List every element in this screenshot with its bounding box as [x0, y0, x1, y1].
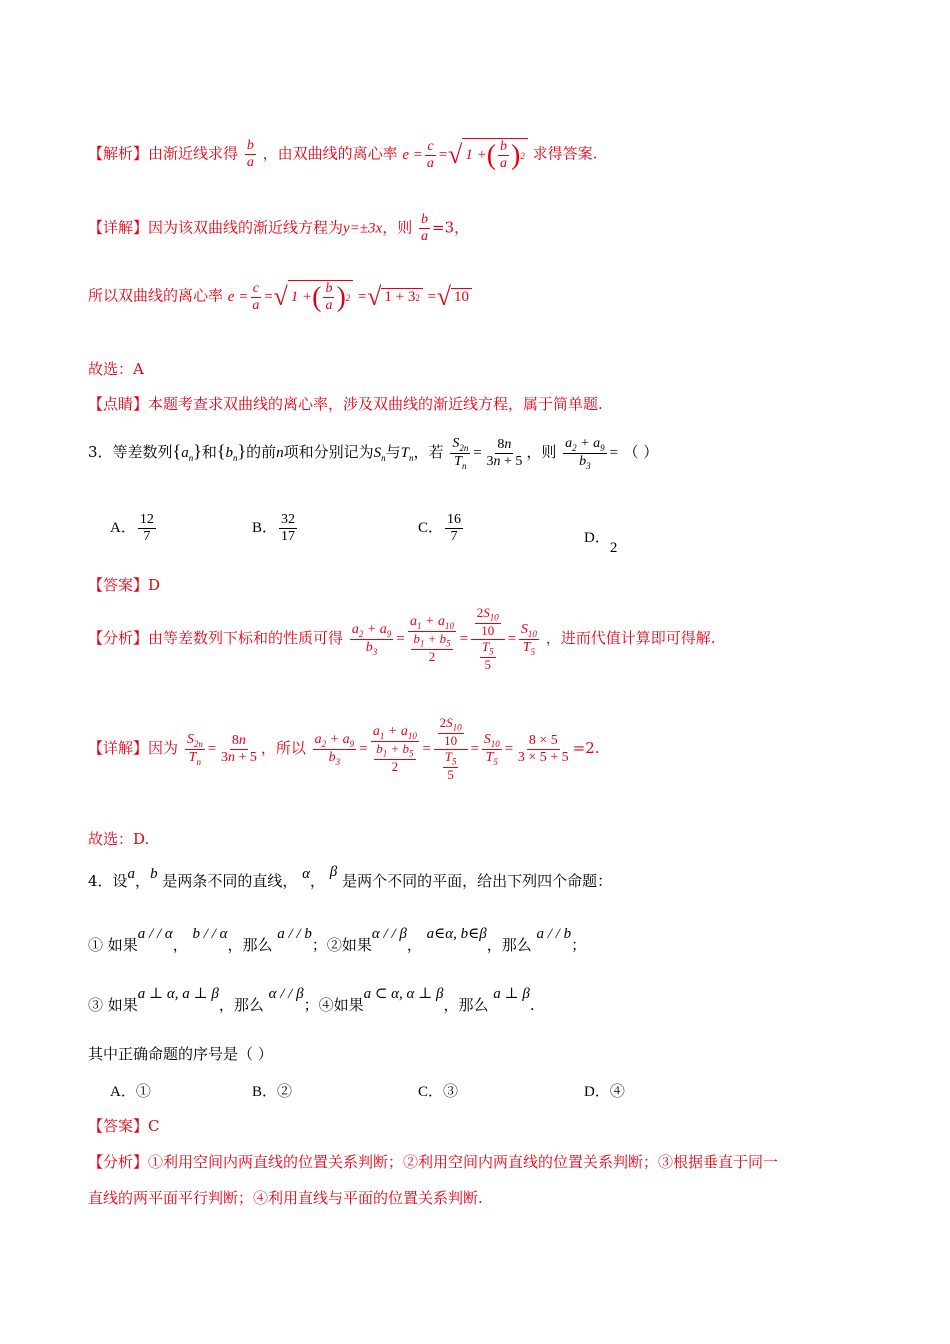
q4-stem-a: 4．设	[88, 872, 128, 890]
q4-stem-c: 是两个不同的平面，给出下列四个命题：	[342, 872, 613, 890]
q3-stem-e: 与	[385, 443, 401, 462]
asymptote-equation: y=±3x	[343, 220, 383, 237]
fraction-b-over-a: $\frac{b}{a}$	[246, 138, 254, 171]
prop4-result: a ⊥ β	[493, 986, 530, 1002]
q2-xiangjie-line2	[88, 280, 472, 314]
jiexi-text-b: ，由双曲线的离心率	[262, 144, 398, 163]
xiangjie-text-c: =3，	[432, 218, 470, 237]
q4-answer	[88, 1115, 160, 1136]
var-a: a	[127, 866, 136, 882]
q2-jiexi-line	[88, 138, 597, 172]
q4-stem: 4．设a，b 是两条不同的直线， α， β 是两个不同的平面，给出下列四个命题：	[88, 864, 613, 890]
q4-propositions-1-2: ① 如果a / / α， b / / α，那么 a / / b；②如果α / / β， a∈α, b∈β，那么 a / / b；	[88, 926, 587, 954]
q3-option-c[interactable]	[418, 512, 465, 545]
target-ratio: $\frac{a_2 + a_9}{b_3}$ =	[565, 436, 619, 471]
q2-dianjing-line	[88, 393, 603, 414]
q4-option-a[interactable]: A．①	[110, 1084, 151, 1100]
prop4-cond: a ⊂ α, α ⊥ β	[363, 986, 444, 1002]
prop4-label: ；④如果	[303, 996, 364, 1014]
q4-stem-b: 是两条不同的直线，	[162, 872, 298, 890]
xiangjie-formula: $\frac{a_2 + a_9}{b_3}$ = $\frac{a_1 + a_{10}}{\frac{b_1 + b_5}{2}}$ = $\frac{\frac{2S_{10}}{10}}{\frac{T_5}{5}}$ = $\frac{S_{10}}{T_5}$ = $\frac{8 \times 5}{3 \times 5 + 5}$	[314, 715, 569, 782]
answer-tag: 【答案】	[88, 576, 149, 594]
fenxi-formula: $\frac{a_2 + a_9}{b_3}$ = $\frac{a_1 + a_{10}}{\frac{b_1 + b_5}{2}}$ = $\frac{\frac{2S_{10}}{10}}{\frac{T_5}{5}}$ = $\frac{S_{10}}{T_5}$	[351, 605, 537, 672]
xiangjie-text-b: ，所以	[260, 738, 306, 757]
option-label: B．	[252, 520, 278, 537]
q4-propositions-3-4: ③ 如果a ⊥ α, a ⊥ β，那么 α / / β；④如果a ⊂ α, α ⊥ β，那么 a ⊥ β.	[88, 986, 535, 1014]
q3-stem-b: 和	[201, 443, 217, 462]
prop1-result: a / / b	[277, 926, 312, 942]
jiexi-tag: 【解析】	[88, 144, 149, 163]
dianjing-text: 本题考查求双曲线的离心率，涉及双曲线的渐近线方程，属于简单题.	[148, 395, 603, 413]
q4-question: 其中正确命题的序号是（ ）	[88, 1045, 273, 1063]
prop4-then: ，那么	[443, 996, 489, 1014]
q3-guxuan: 故选：D.	[88, 830, 150, 848]
eccentricity-formula: e = $\frac{c}{a}$ = √ 1 + ( $\frac{b}{a}$ ) 2	[402, 147, 527, 163]
option-fraction: $\frac{12}{7}$	[139, 512, 154, 545]
prop3-label: ③ 如果	[88, 996, 138, 1014]
q4-option-c[interactable]: C．③	[418, 1084, 459, 1100]
q3-option-b[interactable]	[252, 512, 299, 545]
fenxi-text-1: ①利用空间内两直线的位置关系判断；②利用空间内两直线的位置关系判断；③根据垂直于同一	[148, 1153, 779, 1171]
q3-answer	[88, 574, 160, 595]
prop1-then: ，那么	[227, 936, 273, 954]
fraction-b-over-a: $\frac{b}{a}$	[421, 212, 428, 245]
answer-tag: 【答案】	[88, 1117, 149, 1135]
var-alpha: α	[302, 866, 311, 882]
jiexi-text-a: 由渐近线求得	[148, 144, 239, 163]
q4-option-b[interactable]: B．②	[252, 1084, 293, 1100]
q3-stem-g: ，则	[526, 443, 557, 462]
sum-s: $S_n$	[373, 445, 386, 464]
q3-option-a[interactable]	[110, 512, 158, 545]
sequence-a: $\{a_n\}$	[172, 441, 202, 464]
prop3-then: ，那么	[218, 996, 264, 1014]
xiangjie-text-a: 因为该双曲线的渐近线方程为	[148, 218, 344, 237]
q4-option-d[interactable]: D．④	[584, 1084, 625, 1100]
prop3-result: α / / β	[268, 986, 304, 1002]
dianjing-tag: 【点睛】	[88, 395, 149, 413]
option-fraction: $\frac{32}{17}$	[281, 512, 296, 545]
prop2-then: ，那么	[486, 936, 532, 954]
prop1-cond1: a / / α	[137, 926, 173, 942]
prop1-label: ① 如果	[88, 936, 138, 954]
q3-stem-a: 3．等差数列	[88, 443, 173, 462]
q4-fenxi-line2: 直线的两平面平行判断；④利用直线与平面的位置关系判断.	[88, 1189, 483, 1207]
option-label: A．	[110, 520, 136, 537]
q3-option-d[interactable]	[584, 526, 618, 556]
q2-xiangjie-line	[88, 212, 469, 245]
q3-stem-h: （ ）	[623, 443, 659, 462]
q3-stem-n: n	[276, 445, 284, 462]
answer-value: D	[148, 576, 161, 594]
xiangjie-end: =2.	[572, 738, 600, 757]
fenxi-text-b: ，进而代值计算即可得解.	[545, 628, 716, 647]
var-b: b	[150, 866, 158, 882]
var-beta: β	[329, 864, 338, 880]
option-fraction: $\frac{16}{7}$	[447, 512, 462, 545]
eccentricity-calculation: e = $\frac{c}{a}$ = √ 1 + ( $\frac{b}{a}$ ) 2 = √ 1 + 3 2 = √ 10	[228, 289, 472, 305]
option-label: C．	[418, 520, 444, 537]
prop2-label: ；②如果	[311, 936, 372, 954]
sum-t: $T_n$	[400, 445, 414, 464]
given-ratio: $\frac{S_{2n}}{T_n}$ = $\frac{8n}{3n + 5}$	[452, 436, 523, 471]
q3-stem-c: 的前	[246, 443, 277, 462]
prop2-cond1: α / / β	[371, 926, 407, 942]
option-label: D．	[584, 530, 610, 546]
option-value: 2	[609, 540, 618, 556]
q3-stem-f: ，若	[413, 443, 444, 462]
fenxi-tag: 【分析】	[88, 1153, 149, 1171]
prop2-cond2: a∈α, b∈β	[426, 926, 487, 942]
xiangjie-text-b: ，则	[382, 218, 413, 237]
fenxi-text-a: 由等差数列下标和的性质可得	[148, 628, 344, 647]
jiexi-text-c: 求得答案.	[532, 144, 598, 163]
q3-stem	[88, 436, 658, 471]
xiangjie-text-a: 因为	[148, 738, 179, 757]
q3-xiangjie-line	[88, 716, 600, 783]
q3-fenxi-line	[88, 606, 715, 673]
prop1-cond2: b / / α	[192, 926, 228, 942]
q4-fenxi-line1	[88, 1151, 778, 1172]
given-ratio: $\frac{S_{2n}}{T_n}$ = $\frac{8n}{3n + 5}$	[186, 731, 257, 767]
answer-value: C	[148, 1117, 160, 1135]
q3-stem-d: 项和分别记为	[283, 443, 374, 462]
sequence-b: $\{b_n\}$	[216, 441, 247, 464]
xiangjie-line2-text: 所以双曲线的离心率	[88, 286, 224, 305]
xiangjie-tag: 【详解】	[88, 218, 149, 237]
prop3-cond: a ⊥ α, a ⊥ β	[137, 986, 219, 1002]
q2-guxuan: 故选：A	[88, 360, 144, 378]
fenxi-tag: 【分析】	[88, 628, 149, 647]
prop2-result: a / / b	[536, 926, 572, 942]
xiangjie-tag: 【详解】	[88, 738, 149, 757]
